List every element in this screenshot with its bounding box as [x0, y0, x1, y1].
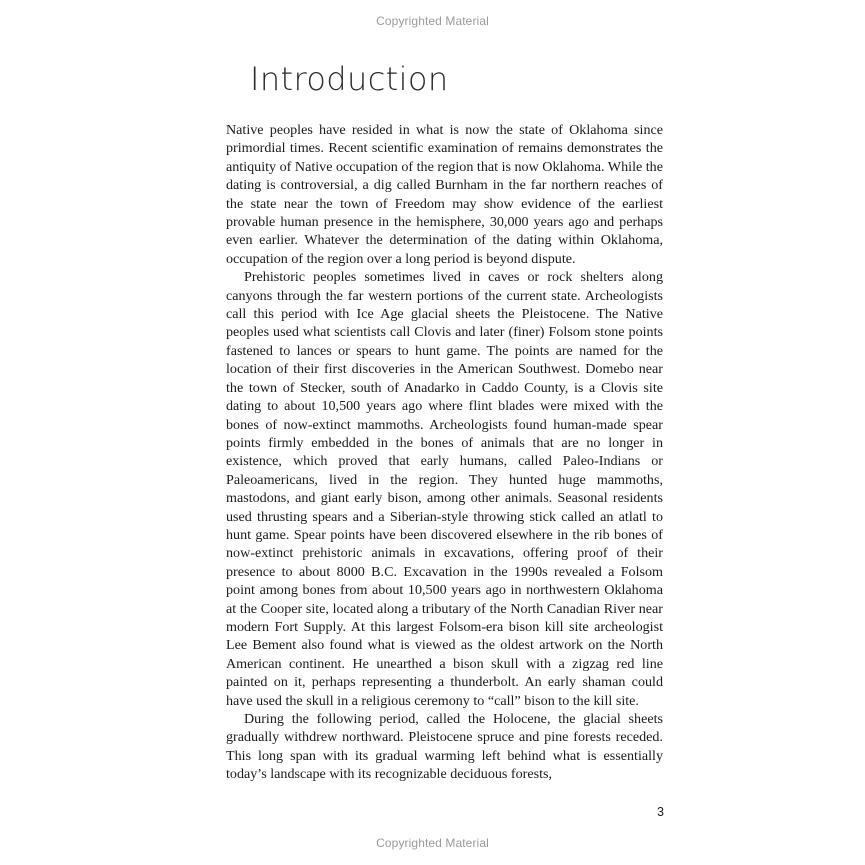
body-text: [226, 121, 663, 784]
copyright-watermark-top: Copyrighted Material: [376, 14, 489, 28]
paragraph-2: Prehistoric peoples sometimes lived in caves or rock shelters along canyons through the far western portions of the current state. Archeologists call this period with Ice Age glacial sheets the Pleistocene. The Native peoples used what scientists call Clovis and later (finer) Folsom stone points fastened to lances or spears to hunt game. The points are named for the location of their first discoveries in the American Southwest. Domebo near the town of Stecker, south of Anadarko in Caddo County, is a Clovis site dating to about 10,500 years ago where flint blades were mixed with the bones of now-extinct mammoths. Archeologists found human-made spear points firmly embedded in the bones of animals that are no longer in existence, which proved that early humans, called Paleo-Indians or Paleoamericans, lived in the region. They hunted huge mammoths, mastodons, and giant early bison, among other animals. Seasonal residents used thrusting spears and a Siberian-style throwing stick called an atlatl to hunt game. Spear points have been discovered elsewhere in the rib bones of now-extinct prehistoric animals in excavations, offering proof of their presence to about 8000 B.C. Excavation in the 1990s revealed a Folsom point among bones from about 10,500 years ago in northwestern Oklahoma at the Cooper site, located along a tributary of the North Canadian River near modern Fort Supply. At this largest Folsom-era bison kill site archeologist Lee Bement also found what is viewed as the oldest artwork on the North American continent. He unearthed a bison skull with a zigzag red line painted on it, perhaps representing a thunderbolt. An early shaman could have used the skull in a religious ceremony to “call” bison to the kill site.: [226, 269, 663, 709]
copyright-watermark-bottom: Copyrighted Material: [376, 836, 489, 850]
paragraph-1: Native peoples have resided in what is now the state of Oklahoma since primordial times. Recent scientific examination of remains demonstrates the antiquity of Native occupation of the region that is now Oklahoma. While the dating is controversial, a dig called Burnham in the far northern reaches of the state near the town of Freedom may show evidence of the earliest provable human presence in the hemisphere, 30,000 years ago and perhaps even earlier. Whatever the determination of the dating within Oklahoma, occupation of the region over a long period is beyond dispute.: [226, 122, 663, 267]
page-number: 3: [657, 805, 664, 819]
paragraph-3: During the following period, called the Holocene, the glacial sheets gradually withdrew northward. Pleistocene spruce and pine forests receded. This long span with its gradual warming left behind what is essentially today’s landscape with its recognizable deciduous forests,: [226, 711, 663, 783]
chapter-title: Introduction: [250, 60, 449, 98]
